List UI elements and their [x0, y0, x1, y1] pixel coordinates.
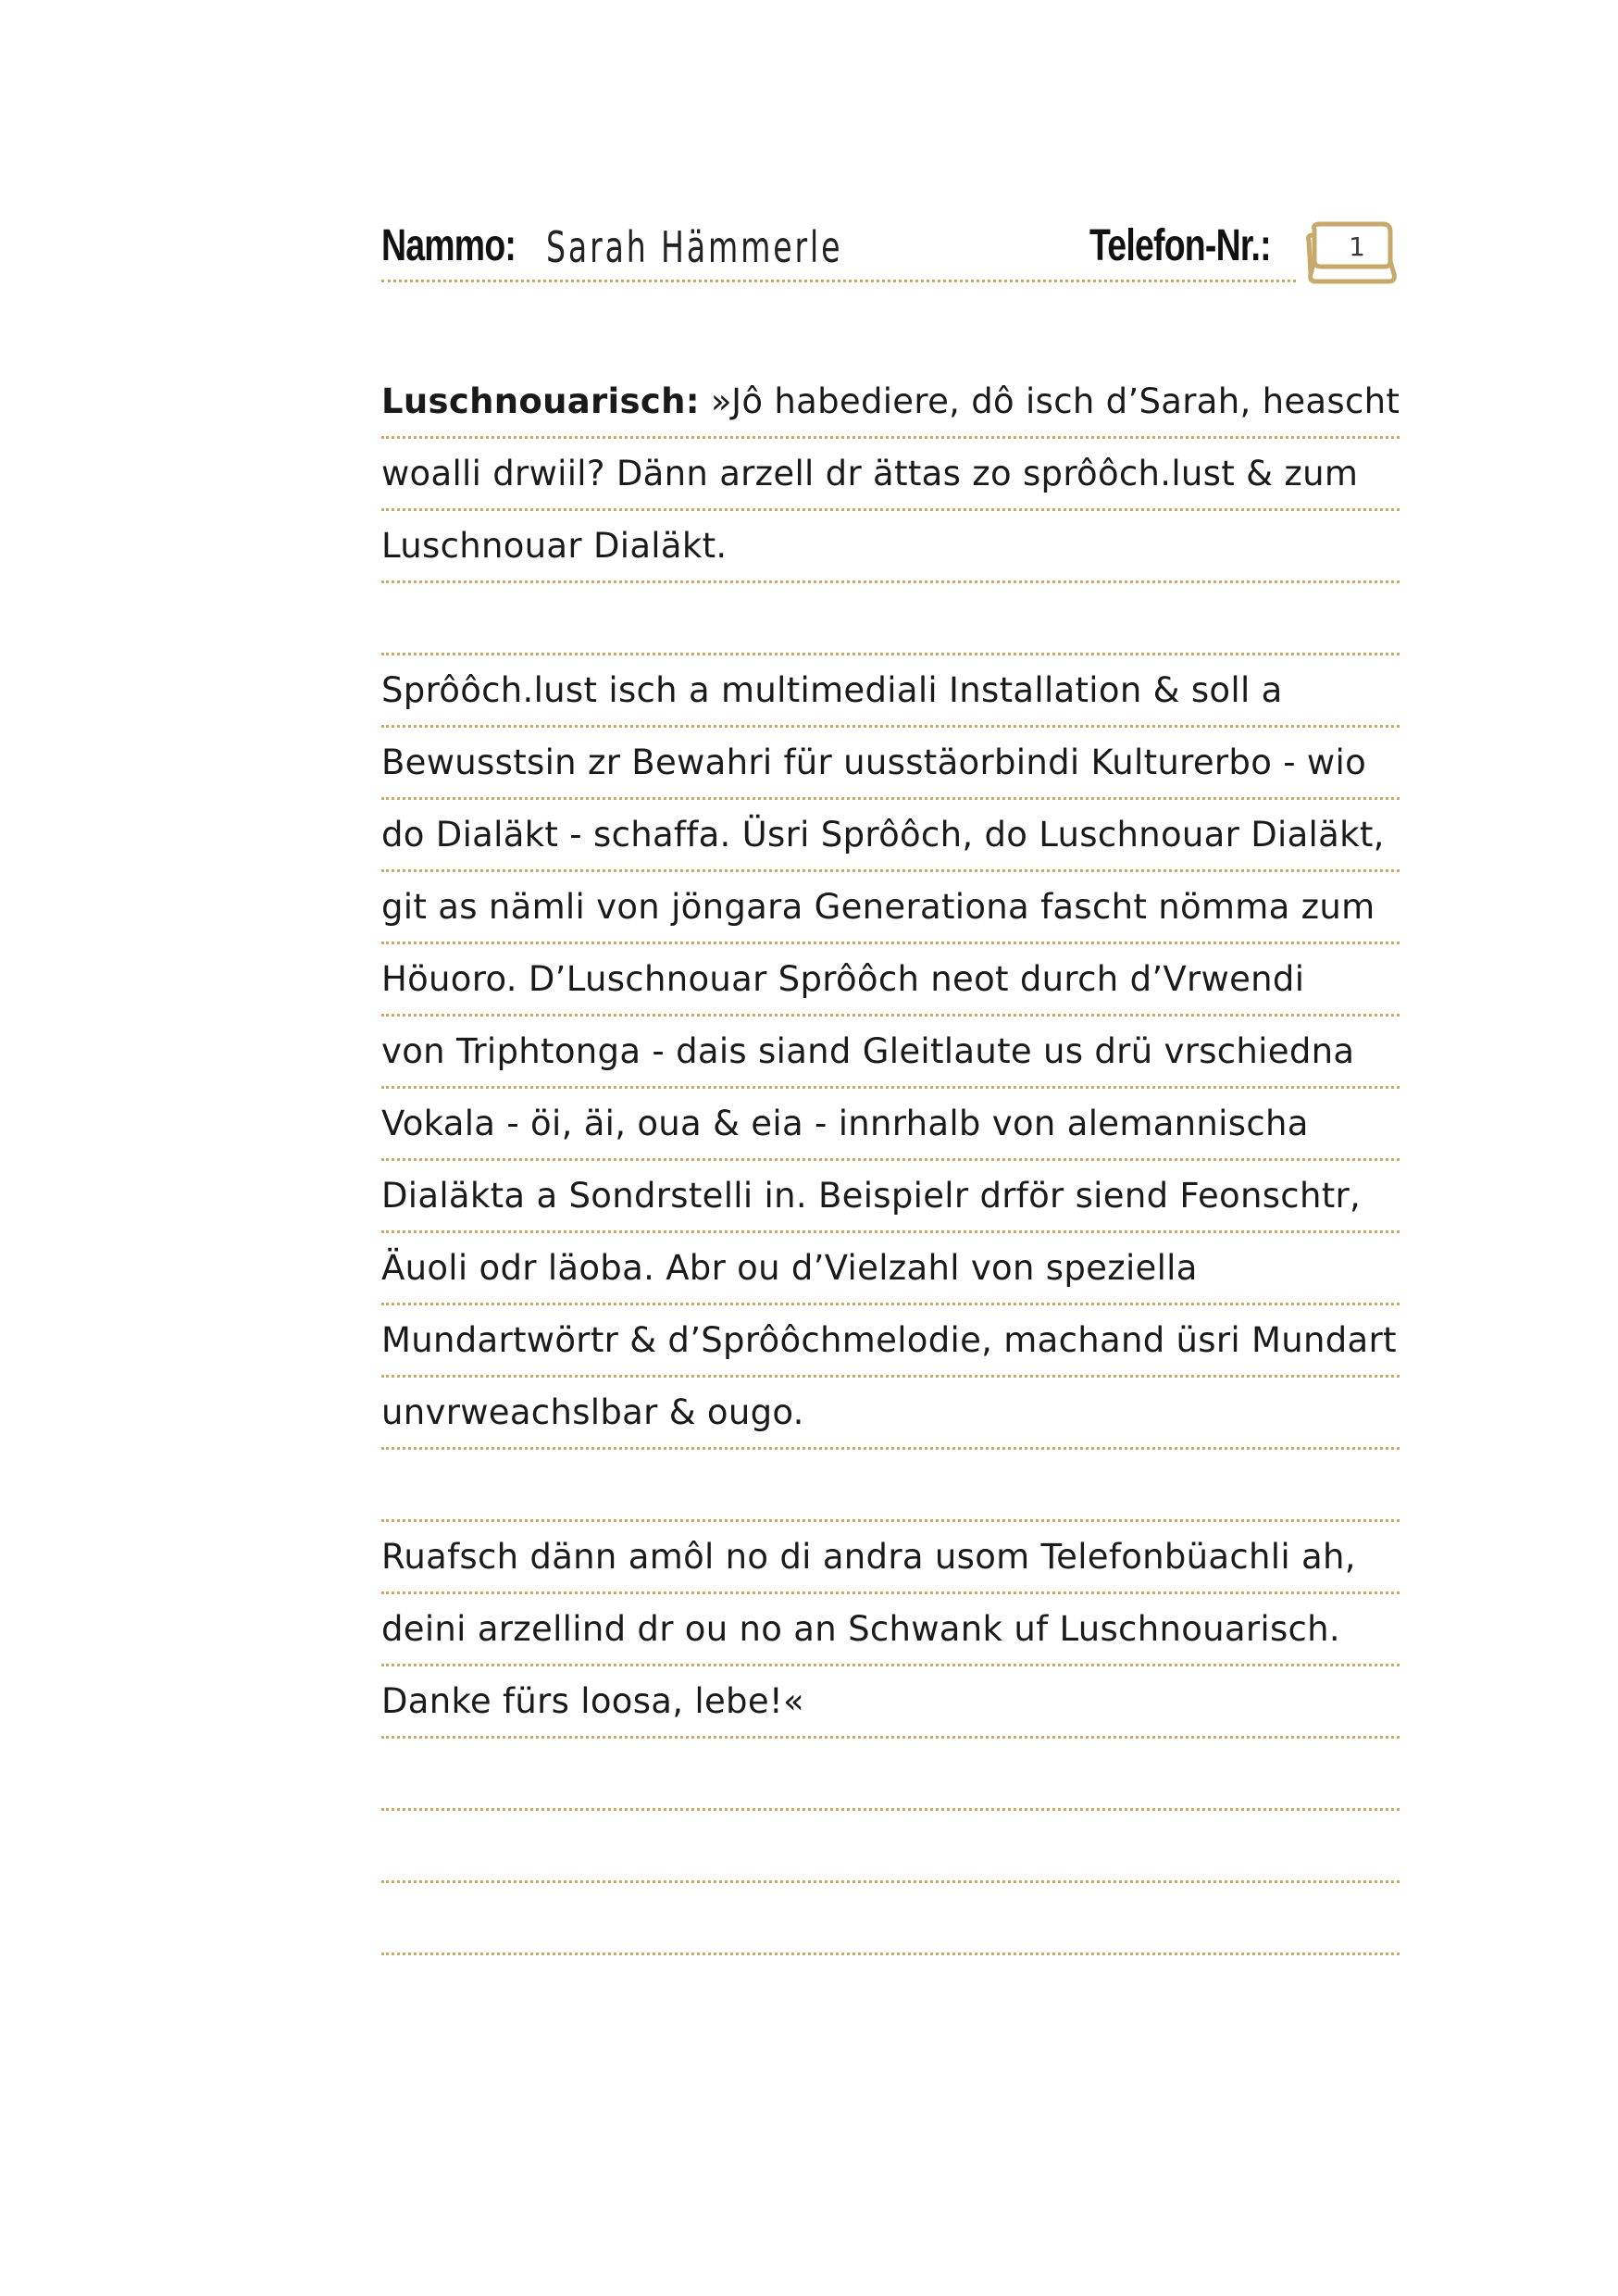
- text-line: [381, 1089, 1400, 1161]
- line-text: Dialäkta a Sondrstelli in. Beispielr drför siend Feonschtr,: [381, 1176, 1362, 1216]
- text-line: [381, 655, 1400, 728]
- line-text: Luschnouar Dialäkt.: [381, 526, 728, 566]
- text-line: [381, 872, 1400, 944]
- text-line: [381, 728, 1400, 800]
- header-dotted-rule: [381, 280, 1296, 282]
- phone-key-icon: [1305, 220, 1398, 287]
- text-line: [381, 1161, 1400, 1233]
- text-line: [381, 944, 1400, 1017]
- line-text: Vokala - öi, äi, oua & eia - innrhalb von alemannischa: [381, 1104, 1309, 1143]
- line-text: Danke fürs loosa, lebe!«: [381, 1681, 804, 1721]
- language-label: Luschnouarisch:: [381, 381, 700, 421]
- text-line: [381, 1305, 1400, 1378]
- text-line: [381, 1739, 1400, 1811]
- text-line: [381, 511, 1400, 583]
- text-line: [381, 1450, 1400, 1522]
- text-line: [381, 1378, 1400, 1450]
- line-text: von Triphtonga - dais siand Gleitlaute us drü vrschiedna: [381, 1031, 1355, 1071]
- text-line: [381, 1594, 1400, 1666]
- line-text: do Dialäkt - schaffa. Üsri Sprôôch, do Luschnouar Dialäkt,: [381, 815, 1385, 855]
- text-line: [381, 800, 1400, 872]
- text-line: [381, 1017, 1400, 1089]
- line-text: git as nämli von jöngara Generationa fascht nömma zum: [381, 887, 1375, 927]
- line-text: Sprôôch.lust isch a multimediali Installation & soll a: [381, 670, 1283, 710]
- text-line: [381, 1522, 1400, 1594]
- line-text: woalli drwiil? Dänn arzell dr ättas zo sprôôch.lust & zum: [381, 454, 1359, 493]
- line-text: unvrweachslbar & ougo.: [381, 1392, 804, 1432]
- text-line: [381, 439, 1400, 511]
- text-line: [381, 583, 1400, 655]
- line-text: Äuoli odr läoba. Abr ou d’Vielzahl von speziella: [381, 1248, 1198, 1288]
- text-line: [381, 367, 1400, 439]
- phone-label: Telefon-Nr.:: [1089, 221, 1271, 270]
- text-line: [381, 1233, 1400, 1305]
- phone-key-number: 1: [1349, 231, 1365, 262]
- line-text: Höuoro. D’Luschnouar Sprôôch neot durch d’Vrwendi: [381, 959, 1305, 999]
- name-label: Nammo:: [381, 221, 517, 270]
- lined-text-area: [381, 367, 1400, 1955]
- page-header: [381, 220, 1400, 294]
- name-value: Sarah Hämmerle: [546, 222, 843, 272]
- line-text: Bewusstsin zr Bewahri für uusstäorbindi Kulturerbo - wio: [381, 742, 1367, 782]
- text-line: [381, 1666, 1400, 1739]
- text-line: [381, 1811, 1400, 1883]
- line-text: »Jô habediere, dô isch d’Sarah, heascht: [710, 381, 1400, 421]
- line-text: Ruafsch dänn amôl no di andra usom Telefonbüachli ah,: [381, 1537, 1356, 1577]
- line-text: deini arzellind dr ou no an Schwank uf Luschnouarisch.: [381, 1609, 1340, 1649]
- line-text: Mundartwörtr & d’Sprôôchmelodie, machand üsri Mundart: [381, 1320, 1397, 1360]
- text-line: [381, 1883, 1400, 1955]
